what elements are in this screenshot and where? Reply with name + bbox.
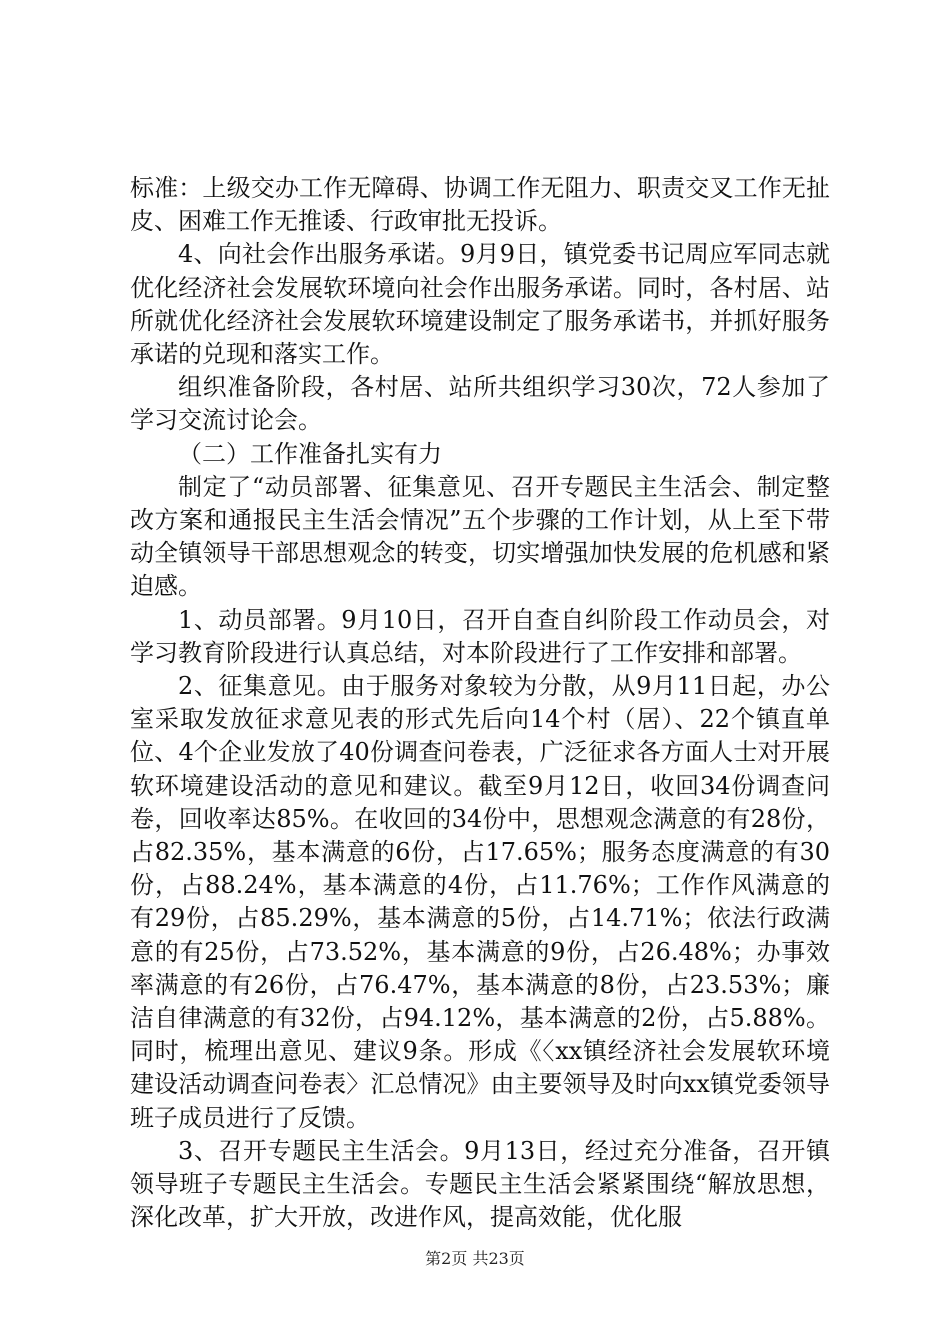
paragraph: 制定了“动员部署、征集意见、召开专题民主生活会、制定整改方案和通报民主生活会情况”五个步骤的工作计划，从上至下带动全镇领导干部思想观念的转变，切实增强加快发展的危机感和紧迫感。 (130, 472, 830, 601)
section-heading: （二）工作准备扎实有力 (178, 439, 442, 468)
paragraph: 3、召开专题民主生活会。9月13日，经过充分准备，召开镇领导班子专题民主生活会。专题民主生活会紧紧围绕“解放思想，深化改革，扩大开放，改进作风，提高效能，优化服 (130, 1136, 830, 1232)
paragraph: 1、动员部署。9月10日，召开自查自纠阶段工作动员会，对学习教育阶段进行认真总结，对本阶段进行了工作安排和部署。 (130, 605, 830, 667)
paragraph: 4、向社会作出服务承诺。9月9日，镇党委书记周应军同志就优化经济社会发展软环境向社会作出服务承诺。同时，各村居、站所就优化经济社会发展软环境建设制定了服务承诺书，并抓好服务承诺的兑现和落实工作。 (130, 240, 830, 369)
paragraph: 2、征集意见。由于服务对象较为分散，从9月11日起，办公室采取发放征求意见表的形式先后向14个村（居）、22个镇直单位、4个企业发放了40份调查问卷表，广泛征求各方面人士对开展软环境建设活动的意见和建议。截至9月12日，收回34份调查问卷，回收率达85%。在收回的34份中，思想观念满意的有28份，占82.35%，基本满意的6份，占17.65%；服务态度满意的有30份，占88.24%，基本满意的4份，占11.76%；工作作风满意的有29份，占85.29%，基本满意的5份，占14.71%；依法行政满意的有25份，占73.52%，基本满意的9份，占26.48%；办事效率满意的有26份，占76.47%，基本满意的8份，占23.53%；廉洁自律满意的有32份，占94.12%，基本满意的2份，占5.88%。同时，梳理出意见、建议9条。形成《〈xx镇经济社会发展软环境建设活动调查问卷表〉汇总情况》由主要领导及时向xx镇党委领导班子成员进行了反馈。 (130, 672, 830, 1132)
page-number-footer: 第2页 共23页 (425, 1249, 525, 1268)
paragraph: 标准：上级交办工作无障碍、协调工作无阻力、职责交叉工作无扯皮、困难工作无推诿、行政审批无投诉。 (130, 174, 830, 236)
body-text (130, 172, 830, 1235)
paragraph: 组织准备阶段，各村居、站所共组织学习30次，72人参加了学习交流讨论会。 (130, 373, 830, 435)
